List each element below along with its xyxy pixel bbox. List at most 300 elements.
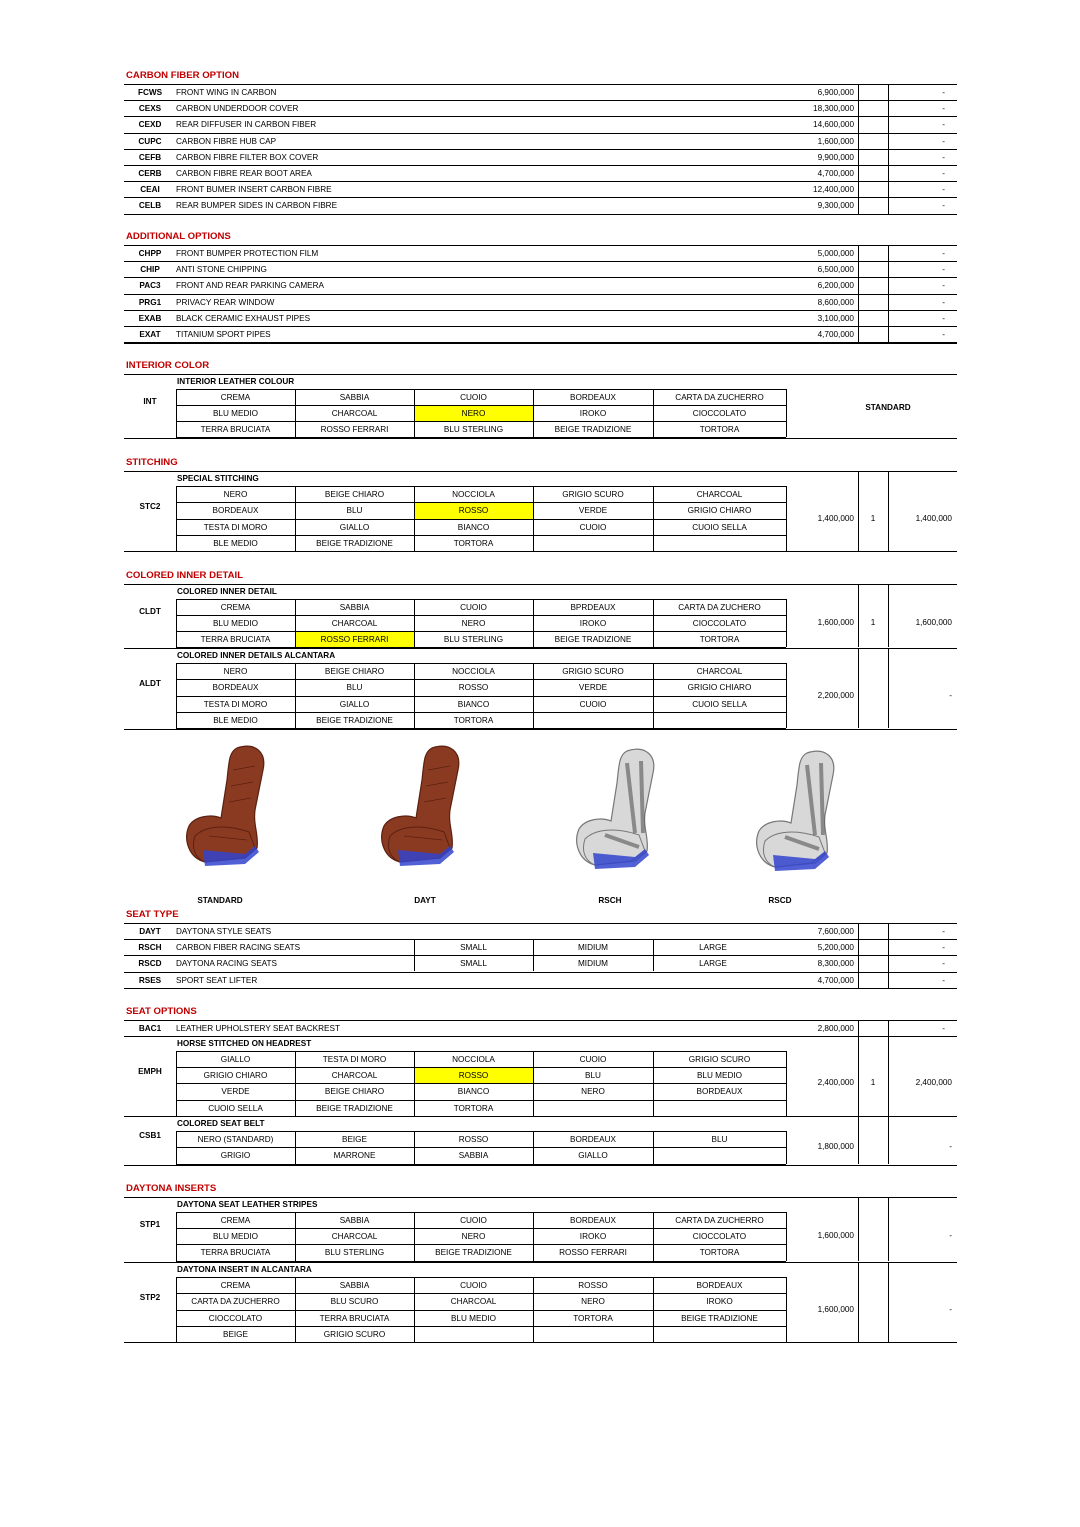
block-top-rule	[124, 1262, 957, 1263]
color-option: IROKO	[706, 1297, 733, 1307]
qty-col-rule	[888, 1020, 889, 1036]
color-option: IROKO	[579, 1232, 607, 1242]
option-code: CLDT	[139, 606, 161, 616]
option-description: CARBON FIBRE HUB CAP	[176, 136, 277, 146]
option-price: 4,700,000	[817, 169, 854, 178]
grid-top-rule	[176, 599, 786, 600]
option-total: -	[949, 690, 952, 700]
seat-label: RSCD	[768, 896, 792, 905]
row-rule	[124, 116, 957, 117]
option-total: -	[942, 88, 945, 97]
color-option: BORDEAUX	[212, 683, 259, 693]
seat-label: DAYT	[414, 896, 436, 905]
color-option: GIALLO	[339, 522, 370, 532]
grid-col-rule	[414, 663, 415, 728]
color-option: BLU MEDIO	[212, 409, 259, 418]
section-bottom-rule	[124, 551, 957, 552]
color-option: GRIGIO CHIARO	[687, 506, 752, 516]
grid-col-rule	[653, 1277, 654, 1342]
grid-row-rule	[176, 1293, 786, 1294]
grid-col-rule	[414, 1051, 415, 1116]
color-option: CUOIO SELLA	[692, 699, 747, 709]
option-code: STP2	[139, 1293, 161, 1303]
option-description: LEATHER UPHOLSTERY SEAT BACKREST	[176, 1024, 340, 1033]
option-code: CSB1	[139, 1130, 161, 1140]
price-col-rule	[858, 1116, 859, 1164]
option-price: 7,600,000	[817, 927, 854, 936]
grid-top-rule	[176, 1212, 786, 1213]
color-option: VERDE	[578, 506, 608, 516]
size-col-rule	[533, 939, 534, 971]
color-option: BLU	[585, 1071, 601, 1081]
option-price: 1,400,000	[817, 513, 854, 523]
color-option: BLU MEDIO	[450, 1313, 497, 1323]
color-option: CHARCOAL	[450, 1297, 497, 1307]
color-option: BLU	[346, 506, 363, 516]
option-total: -	[942, 943, 945, 953]
grid-col-rule	[533, 1051, 534, 1116]
grid-top-rule	[176, 1131, 786, 1132]
grid-row-rule	[176, 712, 786, 713]
grid-col-rule	[533, 486, 534, 551]
grid-col-rule	[653, 1212, 654, 1261]
color-option: CIOCCOLATO	[692, 409, 747, 418]
option-price: 3,100,000	[817, 313, 854, 323]
color-option: NERO	[461, 1232, 486, 1242]
option-code: BAC1	[138, 1024, 162, 1033]
color-option: NERO (STANDARD)	[197, 1135, 274, 1144]
block-subtitle: DAYTONA INSERT IN ALCANTARA	[177, 1265, 312, 1274]
color-option: TORTORA	[699, 635, 740, 644]
option-price: 1,600,000	[817, 1304, 854, 1314]
block-top-rule	[124, 374, 957, 375]
option-description: TITANIUM SPORT PIPES	[176, 330, 271, 339]
row-rule	[124, 100, 957, 101]
option-code: EXAB	[138, 313, 162, 323]
option-code: CUPC	[138, 136, 162, 146]
row-rule	[124, 197, 957, 198]
color-option: BIANCO	[457, 1087, 490, 1097]
color-option: CREMA	[220, 1216, 251, 1225]
color-option: CUOIO SELLA	[692, 522, 747, 532]
grid-row-rule	[176, 1244, 786, 1245]
color-option: CUOIO	[460, 393, 487, 402]
color-option: GIALLO	[339, 699, 370, 709]
color-option: GIALLO	[220, 1055, 251, 1064]
option-total: -	[942, 330, 945, 339]
option-total: -	[942, 185, 945, 195]
option-price: 2,400,000	[817, 1078, 854, 1088]
color-option: TORTORA	[453, 1103, 494, 1113]
option-total: -	[949, 1142, 952, 1152]
seat-image-dayt	[370, 740, 480, 870]
color-option: ROSSO	[578, 1281, 608, 1290]
color-option: SABBIA	[339, 1281, 370, 1290]
qty-col-rule	[888, 1197, 889, 1261]
grid-col-rule	[176, 599, 177, 647]
grid-col-rule	[295, 1277, 296, 1342]
color-option: CHARCOAL	[331, 1071, 378, 1081]
option-code: DAYT	[139, 927, 161, 936]
color-option: NERO	[223, 667, 248, 676]
color-option: SABBIA	[339, 1216, 370, 1225]
price-col-rule	[858, 471, 859, 551]
option-price: 5,200,000	[817, 943, 854, 953]
color-option: CREMA	[220, 1281, 251, 1290]
grid-col-rule	[414, 1212, 415, 1261]
row-rule	[124, 133, 957, 134]
grid-row-rule	[176, 535, 786, 536]
option-code: PRG1	[138, 297, 162, 307]
grid-col-rule	[653, 599, 654, 647]
price-col-rule	[858, 1197, 859, 1261]
grid-col-rule	[786, 389, 787, 437]
row-rule	[124, 939, 957, 940]
option-price: 8,300,000	[817, 959, 854, 969]
color-option: BEIGE TRADIZIONE	[554, 635, 632, 644]
color-option: CIOCCOLATO	[692, 619, 747, 628]
option-total: -	[942, 297, 945, 307]
block-subtitle: SPECIAL STITCHING	[177, 474, 259, 483]
row-rule	[124, 165, 957, 166]
price-col-rule	[858, 648, 859, 728]
color-option: BORDEAUX	[696, 1087, 743, 1097]
section-stitching: STITCHING	[126, 457, 178, 468]
section-bottom-rule	[124, 1165, 957, 1166]
block-subtitle: COLORED INNER DETAIL	[177, 587, 277, 596]
option-qty: 1	[870, 513, 876, 523]
grid-col-rule	[295, 1051, 296, 1116]
grid-col-rule	[176, 663, 177, 728]
option-price: 9,900,000	[817, 152, 854, 162]
color-option: CUOIO	[579, 699, 607, 709]
option-total: -	[942, 313, 945, 323]
color-option: NOCCIOLA	[452, 1055, 495, 1064]
color-option: GRIGIO SCURO	[688, 1055, 751, 1064]
option-price: 1,600,000	[817, 618, 854, 627]
option-total: 2,400,000	[915, 1078, 952, 1088]
option-total: -	[942, 927, 945, 936]
size-medium: MIDIUM	[577, 959, 608, 969]
color-option: CARTA DA ZUCHERRO	[675, 1216, 764, 1225]
option-description: FRONT WING IN CARBON	[176, 88, 277, 97]
grid-col-rule	[533, 1212, 534, 1261]
qty-col-rule	[888, 648, 889, 728]
color-option: MARRONE	[333, 1151, 376, 1161]
seat-image-standard	[175, 740, 285, 870]
row-rule	[124, 988, 957, 989]
option-price: 4,700,000	[817, 330, 854, 339]
seat-label: STANDARD	[197, 896, 243, 905]
color-option: NERO	[461, 409, 486, 418]
option-price: 14,600,000	[813, 120, 854, 130]
color-option: GRIGIO SCURO	[562, 490, 624, 499]
color-option: BIANCO	[457, 522, 490, 532]
block-top-rule	[124, 648, 957, 649]
size-col-rule	[414, 939, 415, 971]
color-option: NOCCIOLA	[452, 667, 495, 676]
grid-col-rule	[653, 1051, 654, 1116]
table-top-rule	[124, 1020, 957, 1021]
option-description: SPORT SEAT LIFTER	[176, 975, 258, 985]
block-subtitle: DAYTONA SEAT LEATHER STRIPES	[177, 1200, 318, 1209]
option-description: PRIVACY REAR WINDOW	[176, 297, 275, 307]
grid-row-rule	[176, 1100, 786, 1101]
color-option: BEIGE TRADIZIONE	[316, 538, 393, 548]
color-option: BEIGE	[341, 1135, 368, 1144]
row-rule	[124, 972, 957, 973]
seat-image-rscd	[745, 745, 855, 875]
option-total: -	[942, 169, 945, 178]
section-seat-type: SEAT TYPE	[126, 909, 179, 920]
option-description: BLACK CERAMIC EXHAUST PIPES	[176, 313, 311, 323]
option-price: 9,300,000	[817, 201, 854, 211]
option-description: CARBON FIBRE REAR BOOT AREA	[176, 169, 312, 178]
block-subtitle: HORSE STITCHED ON HEADREST	[177, 1039, 312, 1048]
block-top-rule	[124, 1036, 957, 1037]
option-code: CEXD	[138, 120, 162, 130]
option-description: CARBON FIBRE FILTER BOX COVER	[176, 152, 319, 162]
color-option: BLU STERLING	[324, 1248, 385, 1258]
row-rule	[124, 955, 957, 956]
color-option: TORTORA	[573, 1313, 613, 1323]
price-col-rule	[858, 245, 859, 342]
size-small: SMALL	[460, 943, 487, 953]
block-subtitle: INTERIOR LEATHER COLOUR	[177, 377, 295, 386]
option-price: 2,200,000	[817, 690, 854, 700]
color-option: BEIGE CHIARO	[324, 1087, 385, 1097]
option-description: CARBON UNDERDOOR COVER	[176, 104, 299, 114]
grid-row-rule	[176, 1147, 786, 1148]
option-price: 2,800,000	[817, 1024, 854, 1033]
color-option: NOCCIOLA	[452, 490, 495, 499]
grid-col-rule	[295, 1131, 296, 1164]
grid-row-rule	[176, 631, 786, 632]
option-price: 12,400,000	[813, 185, 854, 195]
grid-row-rule	[176, 696, 786, 697]
grid-col-rule	[295, 486, 296, 551]
option-code: EXAT	[139, 330, 161, 339]
option-code: CEFB	[138, 152, 162, 162]
grid-top-rule	[176, 486, 786, 487]
grid-row-rule	[176, 615, 786, 616]
grid-col-rule	[295, 389, 296, 437]
color-option: VERDE	[578, 683, 608, 693]
color-option: CUOIO SELLA	[208, 1103, 263, 1113]
grid-col-rule	[414, 389, 415, 437]
grid-col-rule	[295, 599, 296, 647]
row-rule	[124, 261, 957, 262]
size-col-rule	[653, 939, 654, 971]
color-option: TORTORA	[453, 538, 494, 548]
color-option: BEIGE TRADIZIONE	[554, 425, 632, 434]
grid-row-rule	[176, 519, 786, 520]
grid-col-rule	[533, 663, 534, 728]
color-option: TESTA DI MORO	[322, 1055, 387, 1064]
color-option: IROKO	[579, 619, 607, 628]
price-col-rule	[858, 1020, 859, 1036]
color-option: BORDEAUX	[570, 1135, 616, 1144]
option-total: -	[942, 104, 945, 114]
color-option: IROKO	[579, 409, 607, 418]
section-daytona-inserts: DAYTONA INSERTS	[126, 1183, 217, 1194]
color-option: GRIGIO CHIARO	[203, 1071, 268, 1081]
qty-col-rule	[888, 1116, 889, 1164]
grid-col-rule	[653, 1131, 654, 1164]
color-option: CARTA DA ZUCHERRO	[675, 393, 764, 402]
grid-col-rule	[533, 599, 534, 647]
option-price: 6,200,000	[817, 281, 854, 291]
size-medium: MIDIUM	[577, 943, 608, 953]
option-price: 1,600,000	[817, 1231, 854, 1241]
grid-col-rule	[295, 663, 296, 728]
qty-col-rule	[888, 1262, 889, 1342]
color-option: TERRA BRUCIATA	[200, 635, 271, 644]
color-option: BEIGE TRADIZIONE	[316, 715, 393, 725]
color-option: ROSSO FERRARI	[320, 635, 389, 644]
seat-image-rsch	[565, 743, 675, 873]
color-option: BLU SCURO	[330, 1297, 379, 1307]
option-code: CERB	[138, 169, 162, 178]
seat-label: RSCH	[598, 896, 622, 905]
row-rule	[124, 214, 957, 215]
option-total: -	[942, 281, 945, 291]
color-option: SABBIA	[458, 1151, 489, 1161]
option-price: 5,000,000	[817, 249, 854, 258]
color-option: GRIGIO	[220, 1151, 251, 1161]
grid-row-rule	[176, 1083, 786, 1084]
option-description: DAYTONA RACING SEATS	[176, 959, 277, 969]
option-code: RSCH	[138, 943, 162, 953]
color-option: BEIGE TRADIZIONE	[681, 1313, 758, 1323]
color-option: BEIGE CHIARO	[324, 490, 385, 499]
color-option: ROSSO	[458, 506, 489, 516]
color-option: CARTA DA ZUCHERO	[678, 603, 761, 612]
color-option: CHARCOAL	[331, 1232, 378, 1242]
option-price: 1,600,000	[817, 136, 854, 146]
table-top-rule	[124, 245, 957, 246]
grid-col-rule	[414, 486, 415, 551]
color-option: TESTA DI MORO	[203, 699, 268, 709]
option-total: -	[942, 120, 945, 130]
size-small: SMALL	[460, 959, 487, 969]
section-seat-options: SEAT OPTIONS	[126, 1006, 197, 1017]
color-option: BORDEAUX	[570, 1216, 616, 1225]
option-code: INT	[143, 396, 157, 406]
color-option: TERRA BRUCIATA	[200, 1248, 271, 1258]
grid-top-rule	[176, 663, 786, 664]
option-total: -	[942, 959, 945, 969]
standard-label: STANDARD	[865, 402, 911, 412]
grid-top-rule	[176, 1277, 786, 1278]
option-code: CEXS	[138, 104, 162, 114]
row-rule	[124, 277, 957, 278]
color-option: TORTORA	[699, 425, 740, 434]
option-total: -	[942, 152, 945, 162]
option-total: -	[942, 201, 945, 211]
size-large: LARGE	[699, 959, 727, 969]
row-rule	[124, 326, 957, 327]
qty-col-rule	[888, 923, 889, 988]
grid-row-rule	[176, 679, 786, 680]
option-total: -	[949, 1304, 952, 1314]
color-option: BLE MEDIO	[213, 715, 258, 725]
option-code: CEAI	[140, 185, 160, 195]
color-option: CUOIO	[460, 1281, 487, 1290]
color-option: BORDEAUX	[570, 393, 616, 402]
block-top-rule	[124, 1197, 957, 1198]
grid-col-rule	[176, 1277, 177, 1342]
color-option: ROSSO	[458, 683, 489, 693]
color-option: BIANCO	[457, 699, 490, 709]
grid-col-rule	[176, 486, 177, 551]
color-option: CUOIO	[579, 522, 607, 532]
qty-col-rule	[888, 584, 889, 647]
option-price: 6,500,000	[817, 265, 854, 275]
grid-col-rule	[653, 663, 654, 728]
option-total: -	[942, 249, 945, 258]
color-option: BEIGE TRADIZIONE	[316, 1103, 393, 1113]
color-option: GRIGIO SCURO	[323, 1329, 386, 1339]
section-interior-color: INTERIOR COLOR	[126, 360, 210, 371]
color-option: ROSSO	[458, 1071, 489, 1081]
grid-col-rule	[533, 389, 534, 437]
color-option: BLU STERLING	[443, 425, 504, 434]
option-price: 1,800,000	[817, 1142, 854, 1152]
option-qty: 1	[870, 618, 876, 627]
option-code: CHIP	[140, 265, 160, 275]
option-code: PAC3	[139, 281, 161, 291]
option-price: 4,700,000	[817, 975, 854, 985]
color-option: NERO	[223, 490, 248, 499]
block-top-rule	[124, 1116, 957, 1117]
color-option: CUOIO	[460, 1216, 487, 1225]
section-additional-options: ADDITIONAL OPTIONS	[126, 231, 231, 242]
option-code: EMPH	[138, 1066, 162, 1076]
option-description: REAR DIFFUSER IN CARBON FIBER	[176, 120, 317, 130]
color-option: CIOCCOLATO	[208, 1313, 263, 1323]
grid-col-rule	[176, 1051, 177, 1116]
color-option: NERO	[581, 1297, 605, 1307]
row-rule	[124, 342, 957, 343]
grid-col-rule	[653, 486, 654, 551]
color-option: BLU MEDIO	[212, 1232, 259, 1242]
option-description: ANTI STONE CHIPPING	[176, 265, 267, 275]
price-col-rule	[858, 84, 859, 214]
color-option: TORTORA	[453, 715, 494, 725]
grid-top-rule	[176, 389, 786, 390]
row-rule	[124, 310, 957, 311]
grid-col-rule	[176, 1131, 177, 1164]
color-option: CARTA DA ZUCHERRO	[191, 1297, 280, 1307]
row-rule	[124, 181, 957, 182]
qty-col-rule	[888, 84, 889, 214]
option-total: -	[942, 265, 945, 275]
grid-row-rule	[176, 421, 786, 422]
grid-col-rule	[653, 389, 654, 437]
option-price: 8,600,000	[817, 297, 854, 307]
size-large: LARGE	[699, 943, 727, 953]
color-option: VERDE	[221, 1087, 250, 1097]
option-description: CARBON FIBER RACING SEATS	[176, 943, 301, 953]
price-col-rule	[858, 923, 859, 988]
section-colored-inner-detail: COLORED INNER DETAIL	[126, 570, 244, 581]
color-option: CREMA	[220, 393, 251, 402]
option-code: RSES	[138, 975, 162, 985]
color-option: CUOIO	[579, 1055, 607, 1064]
qty-col-rule	[888, 471, 889, 551]
option-code: STC2	[139, 502, 161, 512]
